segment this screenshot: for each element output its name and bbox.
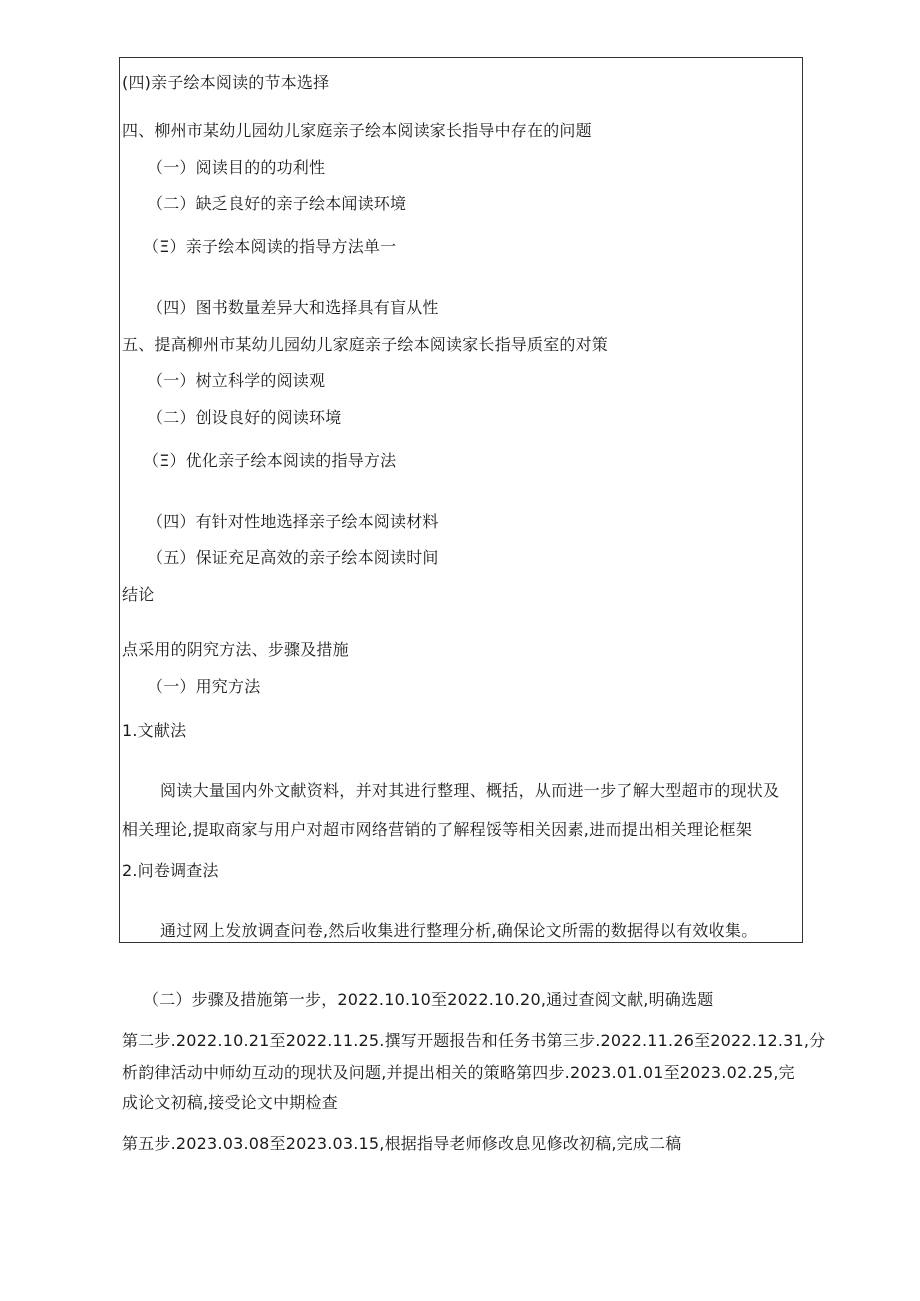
steps-line: 析韵律活动中师幼互动的现状及问题,并提出相关的策略第四步.2023.01.01至2023.02.25,完	[122, 1063, 795, 1082]
outline-item: （四）图书数量差异大和选择具有盲从性	[147, 298, 439, 317]
steps-line: 第二步.2022.10.21至2022.11.25.撰写开题报告和任务书第三步.2022.11.26至2022.12.31,分	[122, 1031, 826, 1050]
outline-item: (四)亲子绘本阅读的节本选择	[122, 73, 330, 92]
outline-item: （Ξ）亲子绘本阅读的指导方法单一	[143, 237, 397, 256]
outline-item: （四）有针对性地选择亲子绘本阅读材料	[147, 512, 439, 531]
method1-title: 1.文献法	[122, 721, 187, 740]
methods-sub-heading: （一）用究方法	[147, 677, 261, 696]
steps-line: 成论文初稿,接受论文中期检查	[122, 1093, 338, 1112]
outline-item: （一）阅读目的的功利性	[147, 158, 326, 177]
outline-item: （二）创设良好的阅读环境	[147, 408, 342, 427]
steps-line: （二）步骤及措施第一步，2022.10.10至2022.10.20,通过查阅文献,明确选题	[143, 990, 714, 1009]
outline-item: （五）保证充足高效的亲子绘本阅读时间	[147, 548, 439, 567]
section-heading-4: 四、柳州市某幼儿园幼儿家庭亲子绘本阅读家长指导中存在的问题	[122, 121, 592, 140]
conclusion-heading: 结论	[122, 585, 155, 604]
method1-paragraph-line: 相关理论,提取商家与用户对超市网络营销的了解程馁等相关因素,进而提出相关理论框架	[122, 820, 753, 839]
outline-item: （一）树立科学的阅读观	[147, 371, 326, 390]
outline-item: （二）缺乏良好的亲子绘本闻读环境	[147, 194, 407, 213]
outline-table-border	[119, 57, 803, 943]
methods-heading: 点采用的阴究方法、步骤及措施	[122, 640, 349, 659]
section-heading-5: 五、提高柳州市某幼儿园幼儿家庭亲子绘本阅读家长指导质室的对策	[122, 335, 609, 354]
method1-paragraph-line: 阅读大量国内外文献资料，并对其进行整理、概括，从而进一步了解大型超市的现状及	[160, 781, 780, 800]
steps-line: 第五步.2023.03.08至2023.03.15,根据指导老师修改息见修改初稿,完成二稿	[122, 1134, 682, 1153]
method2-paragraph-line: 通过网上发放调查问卷,然后收集进行整理分析,确保论文所需的数据得以有效收集。	[160, 921, 758, 940]
outline-item: （Ξ）优化亲子绘本阅读的指导方法	[143, 451, 397, 470]
method2-title: 2.问卷调查法	[122, 861, 219, 880]
